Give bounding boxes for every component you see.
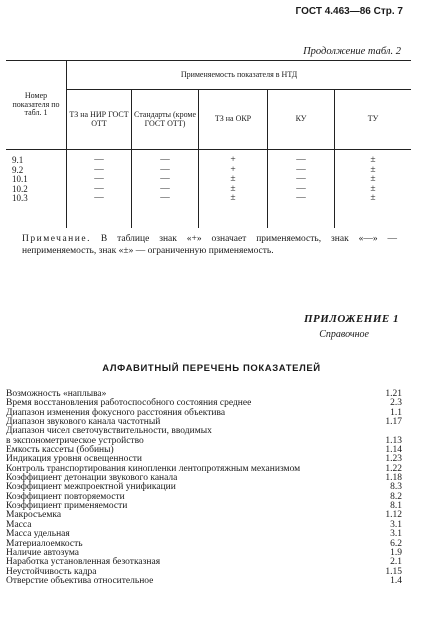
index-entry-name: Коэффициент применяемости: [6, 501, 128, 512]
index-entry-name: Отверстие объектива относительное: [6, 575, 154, 586]
index-entry-name: Индикация уровня освещенности: [6, 454, 143, 465]
index-entry: [6, 511, 402, 520]
row-number: 9.1: [12, 155, 24, 165]
table-continuation-label: Продолжение табл. 2: [303, 46, 401, 57]
cells-standards: [132, 156, 198, 204]
table-cell: —: [296, 164, 306, 175]
table-cell: —: [160, 183, 170, 194]
index-entry-ref: 1.15: [385, 566, 402, 577]
index-entry-name: Емкость кассеты (бобины): [6, 445, 114, 456]
index-entry-ref: 1.9: [390, 547, 402, 558]
group-header: Применяемость показателя в НТД: [67, 61, 412, 90]
note-label: Примечание.: [22, 234, 91, 244]
table-cell: —: [296, 174, 306, 184]
table-cell: —: [296, 155, 306, 165]
row-numbers: [6, 156, 66, 204]
column-header-ku: КУ: [268, 90, 335, 150]
index-entry-name: Наработка установленная безотказная: [6, 557, 161, 568]
index-entry-ref: 1.12: [385, 510, 402, 521]
table-cell: —: [94, 174, 104, 184]
index-entry-ref: 1.1: [390, 407, 402, 418]
index-entry-name: Диапазон звукового канала частотный: [6, 417, 161, 428]
index-entry-name: Неустойчивость кадра: [6, 566, 97, 577]
cells-ku: [268, 156, 334, 204]
column-header-number: Номер показателя по табл. 1: [6, 61, 67, 150]
index-entry-ref: 8.3: [390, 482, 402, 493]
row-number: 10.2: [12, 183, 28, 194]
appendix-title: ПРИЛОЖЕНИЕ 1: [303, 313, 399, 325]
index-entry-name: Наличие автозума: [6, 547, 80, 558]
index-entry-ref: 2.1: [390, 557, 402, 568]
column-header-standards: Стандарты (кроме ГОСТ ОТТ): [132, 90, 199, 150]
index-list: [6, 390, 402, 586]
cells-tu: [335, 156, 411, 204]
table-cell: ±: [370, 164, 376, 175]
index-entry-ref: 1.13: [385, 435, 402, 446]
column-header-tz-okr: ТЗ на ОКР: [199, 90, 268, 150]
index-entry-name: Масса удельная: [6, 529, 70, 540]
table-cell: ±: [370, 183, 376, 194]
index-entry-ref: 2.3: [390, 398, 402, 409]
index-entry-ref: 3.1: [390, 529, 402, 540]
index-entry-name: Диапазон изменения фокусного расстояния объектива: [6, 407, 226, 418]
index-entry-ref: 8.1: [390, 501, 402, 512]
table-cell: ±: [230, 193, 236, 203]
index-entry-ref: 1.14: [385, 445, 402, 456]
index-title: АЛФАВИТНЫЙ ПЕРЕЧЕНЬ ПОКАЗАТЕЛЕЙ: [102, 363, 321, 374]
table-cell: ±: [370, 155, 376, 165]
index-entry-ref: 1.23: [385, 454, 402, 465]
index-entry-name: Коэффициент межпроектной унификации: [6, 482, 176, 493]
index-entry-name: Материалоемкость: [6, 538, 83, 549]
cells-tz-okr: [199, 156, 267, 204]
row-number: 10.1: [12, 174, 28, 184]
index-entry-ref: 1.22: [385, 463, 402, 474]
note-text: В таблице знак «+» означает применяемость, знак «—» — неприменяемость, знак «±» — ограниченную применяемость.: [22, 234, 397, 257]
column-header-tz-nir: ТЗ на НИР ГОСТ ОТТ: [67, 90, 132, 150]
index-entry-ref: 1.21: [385, 389, 402, 399]
index-entry-name: Макросъемка: [6, 510, 62, 521]
table-cell: —: [160, 193, 170, 203]
index-entry-name: Масса: [6, 519, 32, 530]
index-entry: [6, 502, 402, 511]
index-entry-name: Коэффициент детонации звукового канала: [6, 473, 178, 484]
table-note: [22, 233, 397, 258]
table-cell: —: [94, 183, 104, 194]
index-entry-ref: 1.18: [385, 473, 402, 484]
page-header: ГОСТ 4.463—86 Стр. 7: [295, 6, 403, 17]
table-cell: ±: [370, 174, 376, 184]
index-entry: [6, 577, 402, 586]
row-number: 10.3: [12, 193, 28, 203]
table-cell: —: [296, 193, 306, 203]
table-cell: ±: [230, 183, 236, 194]
table-cell: —: [160, 174, 170, 184]
index-entry-ref: 1.17: [385, 417, 402, 428]
index-entry-name: в экспонометрическое устройство: [6, 435, 144, 446]
index-entry-ref: 3.1: [390, 519, 402, 530]
table-cell: +: [230, 155, 236, 165]
table-cell: —: [296, 183, 306, 194]
index-entry-ref: 1.4: [390, 575, 402, 586]
cells-tz-nir: [67, 156, 131, 204]
index-entry-name: Контроль транспортирования кинопленки лентопротяжным механизмом: [6, 463, 301, 474]
table-cell: ±: [370, 193, 376, 203]
index-entry-ref: 6.2: [390, 538, 402, 549]
index-entry-name: Коэффициент повторяемости: [6, 491, 125, 502]
table-cell: —: [160, 155, 170, 165]
table-cell: —: [94, 193, 104, 203]
table-cell: —: [160, 164, 170, 175]
appendix-subtitle: Справочное: [319, 329, 369, 340]
table-cell: ±: [230, 174, 236, 184]
column-header-tu: ТУ: [335, 90, 412, 150]
index-entry-name: Время восстановления работоспособного состояния среднее: [6, 398, 252, 409]
row-number: 9.2: [12, 164, 24, 175]
table-cell: —: [94, 155, 104, 165]
table-cell: +: [230, 164, 236, 175]
index-entry-ref: 8.2: [390, 491, 402, 502]
index-entry-name: Возможность «наплыва»: [6, 389, 107, 399]
index-entry-name: Диапазон чисел светочувствительности, вводимых: [6, 426, 212, 437]
applicability-table: [6, 60, 411, 228]
table-cell: —: [94, 164, 104, 175]
